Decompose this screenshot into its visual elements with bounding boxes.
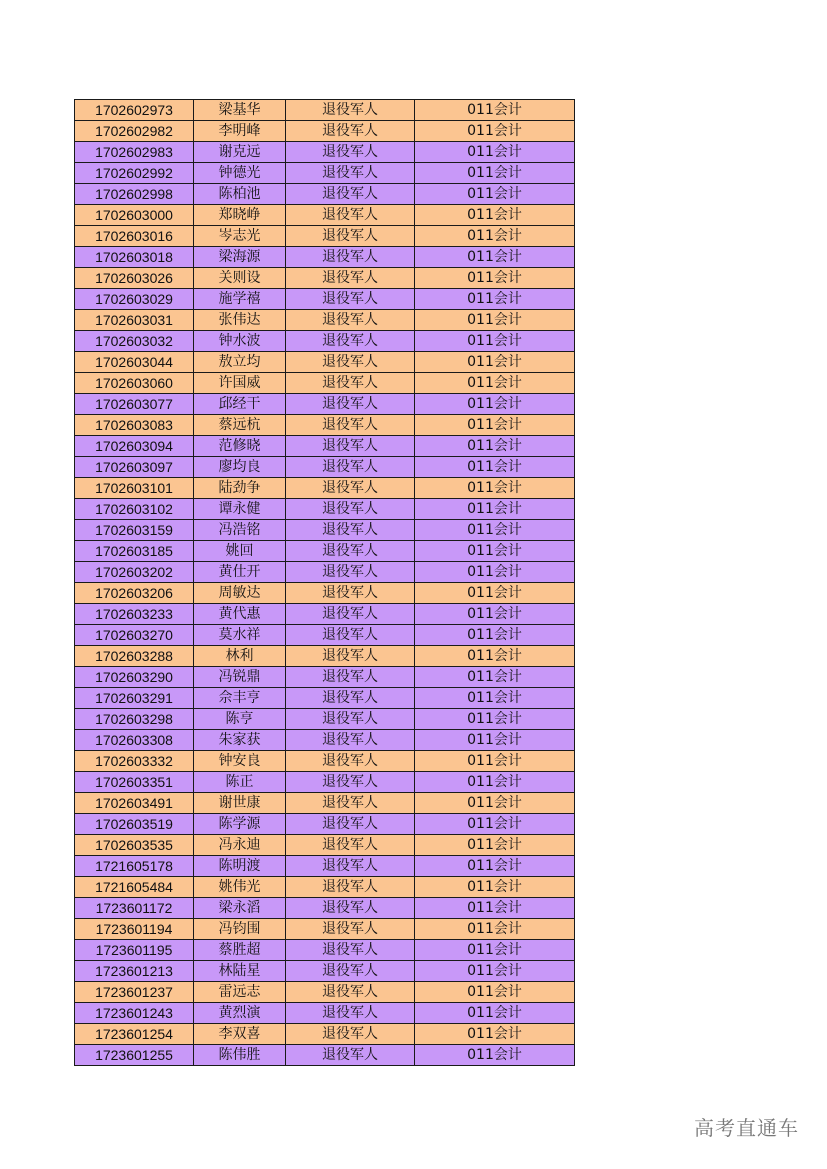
- student-id-cell: 1702603031: [75, 310, 194, 331]
- category-cell: 退役军人: [286, 289, 415, 310]
- student-name-cell: 陈亨: [194, 709, 286, 730]
- major-cell: 011会计: [415, 1045, 575, 1066]
- category-cell: 退役军人: [286, 520, 415, 541]
- student-id-cell: 1702603018: [75, 247, 194, 268]
- category-cell: 退役军人: [286, 814, 415, 835]
- major-cell: 011会计: [415, 205, 575, 226]
- major-cell: 011会计: [415, 184, 575, 205]
- major-cell: 011会计: [415, 961, 575, 982]
- major-cell: 011会计: [415, 289, 575, 310]
- student-name-cell: 许国威: [194, 373, 286, 394]
- student-id-cell: 1702603290: [75, 667, 194, 688]
- student-id-cell: 1702603060: [75, 373, 194, 394]
- table-row: [75, 667, 575, 688]
- table-row: [75, 688, 575, 709]
- student-id-cell: 1702603097: [75, 457, 194, 478]
- major-cell: 011会计: [415, 121, 575, 142]
- student-name-cell: 林陆星: [194, 961, 286, 982]
- roster-body: [75, 100, 575, 1066]
- student-name-cell: 黄烈演: [194, 1003, 286, 1024]
- major-cell: 011会计: [415, 562, 575, 583]
- student-name-cell: 钟安良: [194, 751, 286, 772]
- category-cell: 退役军人: [286, 436, 415, 457]
- major-cell: 011会计: [415, 877, 575, 898]
- table-row: [75, 415, 575, 436]
- table-row: [75, 919, 575, 940]
- table-row: [75, 436, 575, 457]
- student-id-cell: 1702603094: [75, 436, 194, 457]
- major-cell: 011会计: [415, 940, 575, 961]
- watermark-text: 高考直通车: [694, 1116, 799, 1140]
- student-name-cell: 李明峰: [194, 121, 286, 142]
- student-id-cell: 1702603332: [75, 751, 194, 772]
- major-cell: 011会计: [415, 835, 575, 856]
- major-cell: 011会计: [415, 919, 575, 940]
- student-id-cell: 1702603288: [75, 646, 194, 667]
- student-name-cell: 陈伟胜: [194, 1045, 286, 1066]
- category-cell: 退役军人: [286, 646, 415, 667]
- major-cell: 011会计: [415, 457, 575, 478]
- table-row: [75, 856, 575, 877]
- student-name-cell: 梁基华: [194, 100, 286, 121]
- student-name-cell: 陆劲争: [194, 478, 286, 499]
- category-cell: 退役军人: [286, 163, 415, 184]
- student-name-cell: 朱家获: [194, 730, 286, 751]
- category-cell: 退役军人: [286, 919, 415, 940]
- category-cell: 退役军人: [286, 499, 415, 520]
- major-cell: 011会计: [415, 163, 575, 184]
- student-id-cell: 1723601255: [75, 1045, 194, 1066]
- student-name-cell: 黄仕开: [194, 562, 286, 583]
- student-id-cell: 1702603298: [75, 709, 194, 730]
- student-name-cell: 冯永迪: [194, 835, 286, 856]
- student-name-cell: 邱经干: [194, 394, 286, 415]
- student-id-cell: 1702602992: [75, 163, 194, 184]
- student-id-cell: 1702602982: [75, 121, 194, 142]
- student-id-cell: 1723601237: [75, 982, 194, 1003]
- category-cell: 退役军人: [286, 709, 415, 730]
- major-cell: 011会计: [415, 436, 575, 457]
- major-cell: 011会计: [415, 1003, 575, 1024]
- student-name-cell: 蔡远杭: [194, 415, 286, 436]
- table-row: [75, 205, 575, 226]
- student-id-cell: 1702603206: [75, 583, 194, 604]
- student-name-cell: 范修晓: [194, 436, 286, 457]
- student-name-cell: 莫水祥: [194, 625, 286, 646]
- major-cell: 011会计: [415, 604, 575, 625]
- table-row: [75, 163, 575, 184]
- student-id-cell: 1723601194: [75, 919, 194, 940]
- table-row: [75, 1024, 575, 1045]
- student-name-cell: 冯锐鼎: [194, 667, 286, 688]
- category-cell: 退役军人: [286, 856, 415, 877]
- student-id-cell: 1702603159: [75, 520, 194, 541]
- table-row: [75, 478, 575, 499]
- student-id-cell: 1721605484: [75, 877, 194, 898]
- category-cell: 退役军人: [286, 331, 415, 352]
- table-row: [75, 646, 575, 667]
- major-cell: 011会计: [415, 415, 575, 436]
- major-cell: 011会计: [415, 751, 575, 772]
- major-cell: 011会计: [415, 772, 575, 793]
- student-name-cell: 陈柏池: [194, 184, 286, 205]
- major-cell: 011会计: [415, 646, 575, 667]
- category-cell: 退役军人: [286, 604, 415, 625]
- table-row: [75, 100, 575, 121]
- student-name-cell: 谭永健: [194, 499, 286, 520]
- major-cell: 011会计: [415, 625, 575, 646]
- table-row: [75, 373, 575, 394]
- table-row: [75, 394, 575, 415]
- student-id-cell: 1702603083: [75, 415, 194, 436]
- student-name-cell: 梁永滔: [194, 898, 286, 919]
- student-id-cell: 1702603202: [75, 562, 194, 583]
- table-row: [75, 604, 575, 625]
- student-id-cell: 1702603351: [75, 772, 194, 793]
- student-id-cell: 1702603077: [75, 394, 194, 415]
- major-cell: 011会计: [415, 793, 575, 814]
- major-cell: 011会计: [415, 373, 575, 394]
- student-id-cell: 1723601172: [75, 898, 194, 919]
- major-cell: 011会计: [415, 814, 575, 835]
- student-id-cell: 1702603535: [75, 835, 194, 856]
- table-row: [75, 499, 575, 520]
- student-id-cell: 1702603185: [75, 541, 194, 562]
- student-id-cell: 1702602998: [75, 184, 194, 205]
- student-id-cell: 1702603308: [75, 730, 194, 751]
- student-name-cell: 冯浩铭: [194, 520, 286, 541]
- student-name-cell: 廖均良: [194, 457, 286, 478]
- student-name-cell: 关则设: [194, 268, 286, 289]
- category-cell: 退役军人: [286, 310, 415, 331]
- table-row: [75, 520, 575, 541]
- major-cell: 011会计: [415, 856, 575, 877]
- student-id-cell: 1702603102: [75, 499, 194, 520]
- category-cell: 退役军人: [286, 583, 415, 604]
- student-name-cell: 蔡胜超: [194, 940, 286, 961]
- category-cell: 退役军人: [286, 394, 415, 415]
- student-id-cell: 1702603044: [75, 352, 194, 373]
- category-cell: 退役军人: [286, 1045, 415, 1066]
- major-cell: 011会计: [415, 583, 575, 604]
- student-name-cell: 陈正: [194, 772, 286, 793]
- category-cell: 退役军人: [286, 352, 415, 373]
- table-row: [75, 1003, 575, 1024]
- category-cell: 退役军人: [286, 100, 415, 121]
- major-cell: 011会计: [415, 499, 575, 520]
- category-cell: 退役军人: [286, 961, 415, 982]
- table-row: [75, 877, 575, 898]
- student-id-cell: 1702603519: [75, 814, 194, 835]
- category-cell: 退役军人: [286, 835, 415, 856]
- category-cell: 退役军人: [286, 667, 415, 688]
- major-cell: 011会计: [415, 730, 575, 751]
- category-cell: 退役军人: [286, 205, 415, 226]
- table-row: [75, 814, 575, 835]
- table-row: [75, 247, 575, 268]
- major-cell: 011会计: [415, 352, 575, 373]
- category-cell: 退役军人: [286, 121, 415, 142]
- student-id-cell: 1702603026: [75, 268, 194, 289]
- major-cell: 011会计: [415, 331, 575, 352]
- student-name-cell: 陈明渡: [194, 856, 286, 877]
- category-cell: 退役军人: [286, 541, 415, 562]
- category-cell: 退役军人: [286, 415, 415, 436]
- student-id-cell: 1702603291: [75, 688, 194, 709]
- table-row: [75, 121, 575, 142]
- table-row: [75, 541, 575, 562]
- major-cell: 011会计: [415, 100, 575, 121]
- student-name-cell: 佘丰亨: [194, 688, 286, 709]
- table-row: [75, 835, 575, 856]
- table-row: [75, 709, 575, 730]
- table-row: [75, 457, 575, 478]
- major-cell: 011会计: [415, 541, 575, 562]
- table-row: [75, 751, 575, 772]
- student-id-cell: 1723601243: [75, 1003, 194, 1024]
- category-cell: 退役军人: [286, 226, 415, 247]
- category-cell: 退役军人: [286, 247, 415, 268]
- table-row: [75, 625, 575, 646]
- category-cell: 退役军人: [286, 142, 415, 163]
- student-name-cell: 张伟达: [194, 310, 286, 331]
- major-cell: 011会计: [415, 142, 575, 163]
- category-cell: 退役军人: [286, 730, 415, 751]
- category-cell: 退役军人: [286, 688, 415, 709]
- student-id-cell: 1702602973: [75, 100, 194, 121]
- category-cell: 退役军人: [286, 1024, 415, 1045]
- student-id-cell: 1723601213: [75, 961, 194, 982]
- student-id-cell: 1702603233: [75, 604, 194, 625]
- table-row: [75, 142, 575, 163]
- major-cell: 011会计: [415, 394, 575, 415]
- category-cell: 退役军人: [286, 478, 415, 499]
- student-name-cell: 陈学源: [194, 814, 286, 835]
- table-row: [75, 898, 575, 919]
- major-cell: 011会计: [415, 226, 575, 247]
- student-name-cell: 姚伟光: [194, 877, 286, 898]
- category-cell: 退役军人: [286, 184, 415, 205]
- student-name-cell: 雷远志: [194, 982, 286, 1003]
- student-id-cell: 1702603101: [75, 478, 194, 499]
- category-cell: 退役军人: [286, 373, 415, 394]
- student-name-cell: 郑晓峥: [194, 205, 286, 226]
- roster-table: [74, 99, 575, 1066]
- table-row: [75, 268, 575, 289]
- major-cell: 011会计: [415, 310, 575, 331]
- student-name-cell: 李双喜: [194, 1024, 286, 1045]
- student-id-cell: 1702603000: [75, 205, 194, 226]
- category-cell: 退役军人: [286, 457, 415, 478]
- major-cell: 011会计: [415, 247, 575, 268]
- student-id-cell: 1721605178: [75, 856, 194, 877]
- category-cell: 退役军人: [286, 940, 415, 961]
- student-name-cell: 岑志光: [194, 226, 286, 247]
- table-row: [75, 289, 575, 310]
- major-cell: 011会计: [415, 1024, 575, 1045]
- major-cell: 011会计: [415, 268, 575, 289]
- student-id-cell: 1702603029: [75, 289, 194, 310]
- table-row: [75, 331, 575, 352]
- student-name-cell: 钟德光: [194, 163, 286, 184]
- student-name-cell: 谢世康: [194, 793, 286, 814]
- student-name-cell: 黄代惠: [194, 604, 286, 625]
- major-cell: 011会计: [415, 667, 575, 688]
- category-cell: 退役军人: [286, 898, 415, 919]
- table-row: [75, 730, 575, 751]
- student-name-cell: 施学禧: [194, 289, 286, 310]
- student-id-cell: 1702603491: [75, 793, 194, 814]
- table-row: [75, 793, 575, 814]
- student-name-cell: 谢克远: [194, 142, 286, 163]
- table-row: [75, 1045, 575, 1066]
- table-row: [75, 982, 575, 1003]
- major-cell: 011会计: [415, 709, 575, 730]
- student-id-cell: 1702602983: [75, 142, 194, 163]
- student-name-cell: 冯钧围: [194, 919, 286, 940]
- table-row: [75, 940, 575, 961]
- category-cell: 退役军人: [286, 772, 415, 793]
- table-row: [75, 310, 575, 331]
- student-id-cell: 1702603032: [75, 331, 194, 352]
- major-cell: 011会计: [415, 688, 575, 709]
- table-row: [75, 226, 575, 247]
- category-cell: 退役军人: [286, 1003, 415, 1024]
- student-name-cell: 周敏达: [194, 583, 286, 604]
- category-cell: 退役军人: [286, 625, 415, 646]
- student-name-cell: 敖立均: [194, 352, 286, 373]
- student-name-cell: 林利: [194, 646, 286, 667]
- category-cell: 退役军人: [286, 877, 415, 898]
- category-cell: 退役军人: [286, 751, 415, 772]
- table-row: [75, 772, 575, 793]
- student-name-cell: 梁海源: [194, 247, 286, 268]
- category-cell: 退役军人: [286, 982, 415, 1003]
- category-cell: 退役军人: [286, 793, 415, 814]
- major-cell: 011会计: [415, 982, 575, 1003]
- major-cell: 011会计: [415, 520, 575, 541]
- table-row: [75, 961, 575, 982]
- table-row: [75, 562, 575, 583]
- table-row: [75, 184, 575, 205]
- student-id-cell: 1702603270: [75, 625, 194, 646]
- table-row: [75, 352, 575, 373]
- student-id-cell: 1723601254: [75, 1024, 194, 1045]
- major-cell: 011会计: [415, 478, 575, 499]
- student-id-cell: 1702603016: [75, 226, 194, 247]
- major-cell: 011会计: [415, 898, 575, 919]
- student-name-cell: 钟水波: [194, 331, 286, 352]
- category-cell: 退役军人: [286, 268, 415, 289]
- student-name-cell: 姚回: [194, 541, 286, 562]
- table-row: [75, 583, 575, 604]
- category-cell: 退役军人: [286, 562, 415, 583]
- student-id-cell: 1723601195: [75, 940, 194, 961]
